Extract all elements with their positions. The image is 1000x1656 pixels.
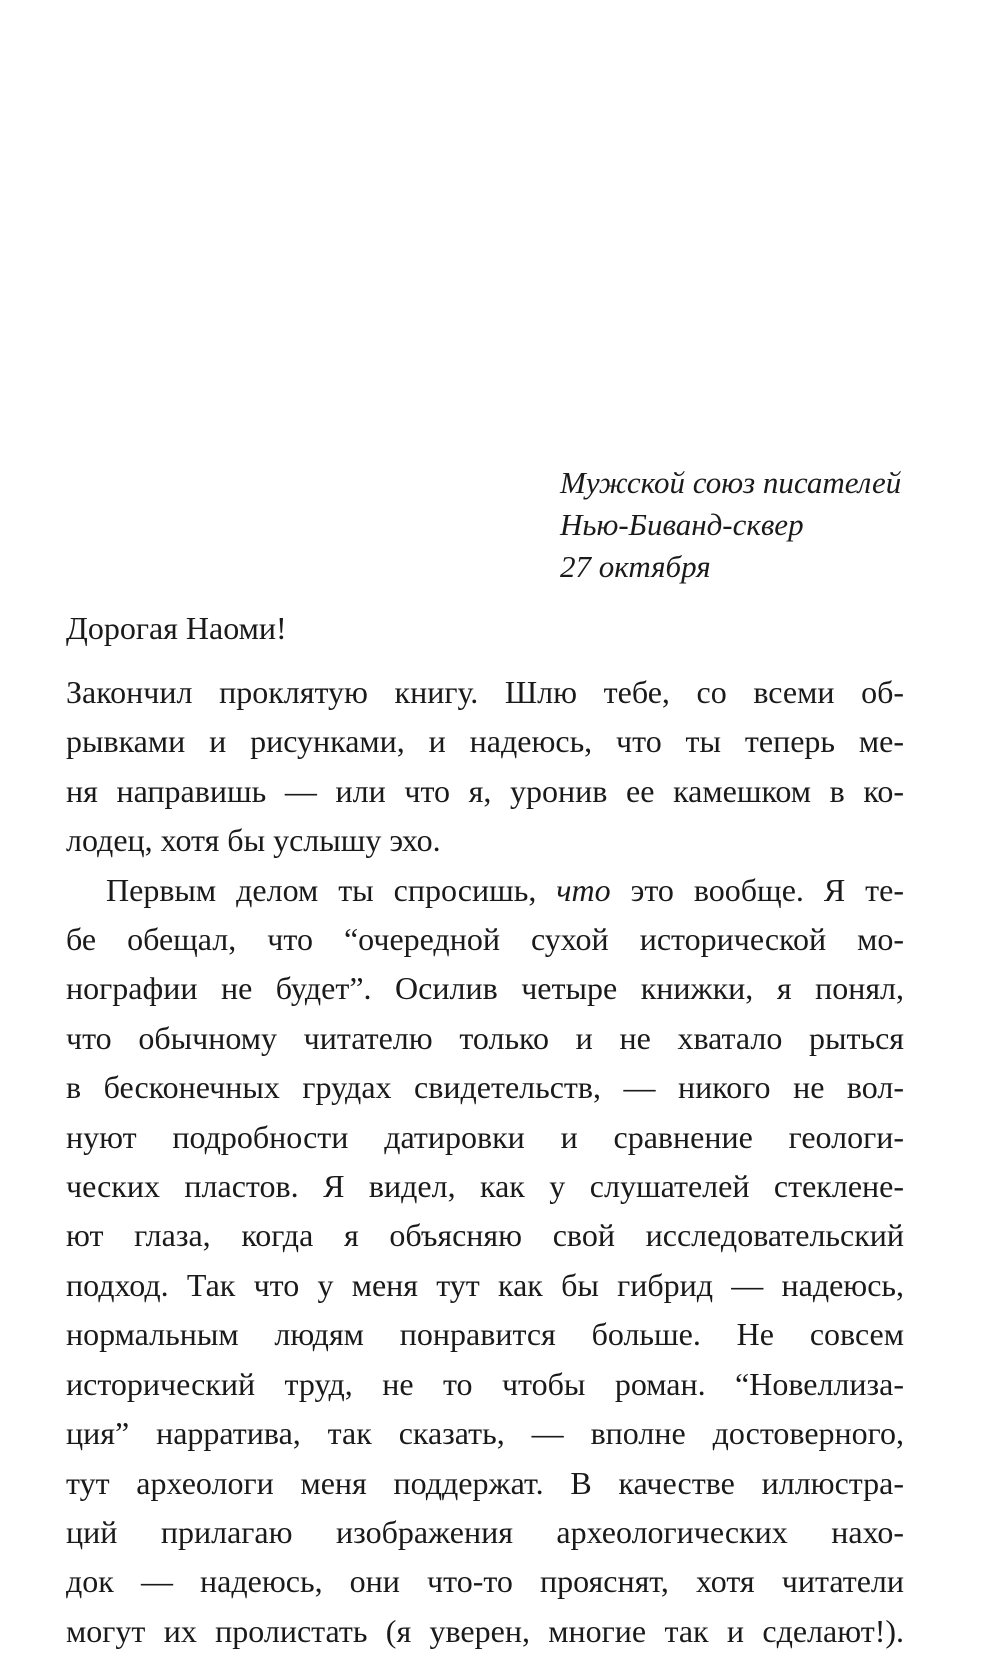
text-line: ция” нарратива, так сказать, — вполне достоверного, [66, 1415, 904, 1452]
emphasis-word: что [556, 871, 611, 908]
text-line: могут их пролистать (я уверен, многие так и сделают!). [66, 1612, 904, 1649]
paragraph-1 [66, 668, 904, 866]
text-line: ческих пластов. Я видел, как у слушателей стеклене- [66, 1168, 904, 1205]
text-line: Закончил проклятую книгу. Шлю тебе, со всеми об- [66, 674, 904, 710]
text-line: рывками и рисунками, и надеюсь, что ты теперь ме- [66, 723, 904, 760]
text-line: лодец, хотя бы услышу эхо. [66, 822, 441, 859]
text-line: тут археологи меня поддержат. В качестве иллюстра- [66, 1464, 904, 1501]
letter-address-block [560, 462, 901, 588]
text-line: ня направишь — или что я, уронив ее камешком в ко- [66, 772, 904, 809]
letter-salutation: Дорогая Наоми! [66, 610, 287, 646]
text-line: подход. Так что у меня тут как бы гибрид — надеюсь, [66, 1266, 904, 1303]
text-segment: это вообще. Я те- [610, 871, 904, 908]
text-segment: Первым делом ты спросишь, [106, 871, 557, 908]
text-line: нографии не будет”. Осилив четыре книжки, я понял, [66, 970, 904, 1007]
text-line: ций прилагаю изображения археологических нахо- [66, 1513, 904, 1550]
text-line: что обычному читателю только и не хватало рыться [66, 1019, 904, 1056]
text-line: док — надеюсь, они что-то прояснят, хотя читатели [66, 1563, 904, 1600]
text-line: бе обещал, что “очередной сухой исторической мо- [66, 921, 904, 958]
text-line: нормальным людям понравится больше. Не совсем [66, 1316, 904, 1353]
letter-date: 27 октября [560, 549, 711, 584]
text-line: ют глаза, когда я объясняю свой исследовательский [66, 1217, 904, 1254]
address-line-union: Мужской союз писателей [560, 465, 902, 500]
text-line: исторический труд, не то чтобы роман. “Новеллиза- [66, 1365, 904, 1402]
letter-body [66, 668, 904, 1656]
paragraph-2 [66, 866, 904, 1656]
address-line-square: Нью-Биванд-сквер [560, 507, 804, 542]
text-line: в бесконечных грудах свидетельств, — никого не вол- [66, 1069, 904, 1106]
text-line: нуют подробности датировки и сравнение геологи- [66, 1118, 904, 1155]
text-line-first [66, 866, 904, 915]
